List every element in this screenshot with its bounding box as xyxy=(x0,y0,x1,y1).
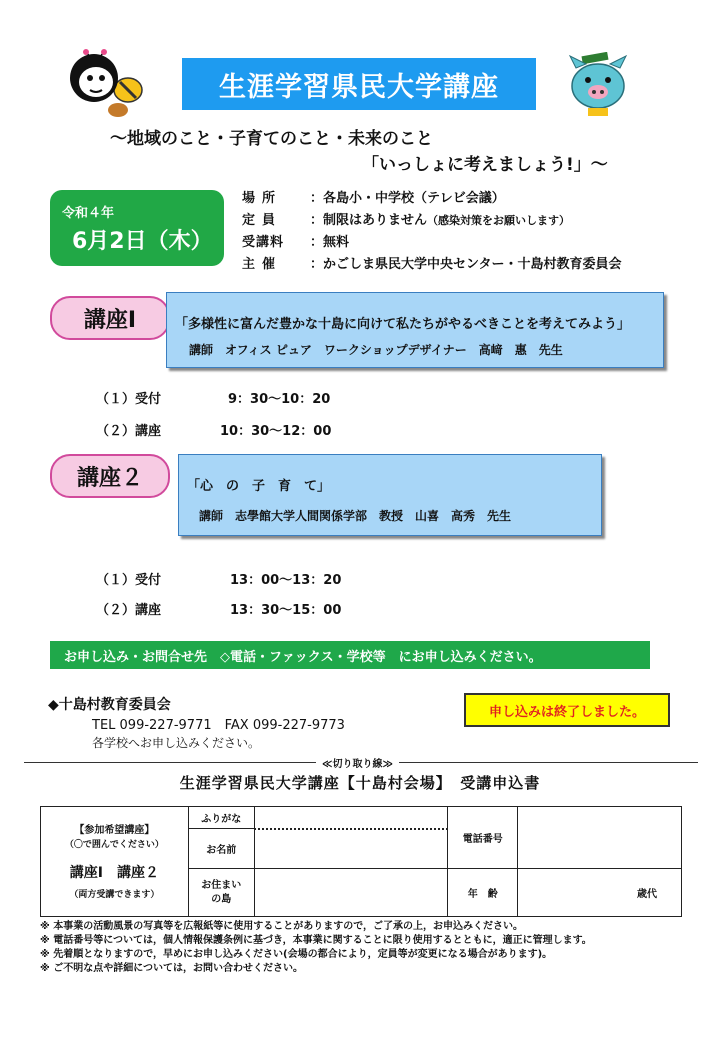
furigana-input[interactable] xyxy=(254,807,448,829)
application-closed-notice: 申し込みは終了しました。 xyxy=(464,693,670,727)
age-unit: 歳代 xyxy=(637,889,657,900)
circle-note: （〇で囲んでください） xyxy=(64,839,164,850)
contact-note: 各学校へお申し込みください。 xyxy=(92,736,261,750)
course-2-schedule-lecture xyxy=(96,599,342,618)
info-key: 場所 xyxy=(242,191,283,206)
course-1-label: 講座Ⅰ xyxy=(50,296,170,340)
phone-input[interactable] xyxy=(518,807,682,869)
desired-course-label: 【参加希望講座】 xyxy=(74,824,155,836)
address-input[interactable] xyxy=(254,869,448,917)
course-1-schedule-lecture xyxy=(96,420,332,439)
info-note: （感染対策をお願いします） xyxy=(427,214,571,227)
schedule-item: （２）講座 xyxy=(96,424,162,439)
pig-mascot-illustration xyxy=(562,52,634,118)
date-badge xyxy=(50,190,224,266)
bee-mascot-illustration xyxy=(64,46,148,120)
course-1-box xyxy=(166,292,664,368)
address-label: お住まい の島 xyxy=(188,869,254,917)
schedule-time: 13：00～13：20 xyxy=(230,573,342,588)
course-2-schedule-reception xyxy=(96,569,342,588)
furigana-label: ふりがな xyxy=(188,807,254,829)
schedule-item: （２）講座 xyxy=(96,603,162,618)
age-input[interactable] xyxy=(518,869,682,917)
course-2-lecturer: 講師 志學館大学人間関係学部 教授 山喜 高秀 先生 xyxy=(199,509,512,523)
subtitle-line-2: 「いっしょに考えましょう!」～ xyxy=(362,155,608,175)
application-info-bar: お申し込み・お問合せ先 ◇電話・ファックス・学校等 にお申し込みください。 xyxy=(50,641,650,669)
course-2-title: 「心 の 子 育 て」 xyxy=(187,479,331,494)
schedule-time: 10：30～12：00 xyxy=(220,424,332,439)
course-1-title: 「多様性に富んだ豊かな十島に向けて私たちがやるべきことを考えてみよう」 xyxy=(175,317,631,332)
info-value: ：各島小・中学校（テレビ会議） xyxy=(310,191,505,206)
footer-note: ※ 本事業の活動風景の写真等を広報紙等に使用することがありますので，ご了承の上，お申込みください。 xyxy=(40,921,524,932)
course-2-label: 講座２ xyxy=(50,454,170,498)
footer-note: ※ 電話番号等については，個人情報保護条例に基づき，本事業に関することに限り使用するとともに，適正に管理します。 xyxy=(40,935,592,946)
info-row-capacity xyxy=(242,210,621,232)
date-main: 6月2日（木） xyxy=(72,229,213,254)
schedule-time: 9：30～10：20 xyxy=(228,392,331,407)
name-input[interactable] xyxy=(254,829,448,869)
info-row-venue xyxy=(242,188,621,210)
course-1-lecturer: 講師 オフィス ピュア ワークショップデザイナー 高﨑 惠 先生 xyxy=(189,343,563,357)
event-info xyxy=(242,188,621,276)
course-options[interactable]: 講座Ⅰ 講座２ xyxy=(69,864,159,881)
schedule-item: （１）受付 xyxy=(96,573,162,588)
footer-notes xyxy=(40,920,592,976)
name-label: お名前 xyxy=(188,829,254,869)
subtitle-line-1: ～地域のこと・子育てのこと・未来のこと xyxy=(110,129,433,149)
info-value: ：制限はありません xyxy=(310,213,428,228)
footer-note: ※ ご不明な点や詳細については，お問い合わせください。 xyxy=(40,963,304,974)
application-form xyxy=(40,806,682,917)
info-key: 定員 xyxy=(242,213,283,228)
page-title: 生涯学習県民大学講座 xyxy=(182,58,536,110)
schedule-item: （１）受付 xyxy=(96,392,162,407)
age-label: 年 齢 xyxy=(448,869,518,917)
phone-label: 電話番号 xyxy=(448,807,518,869)
both-note: （両方受講できます） xyxy=(69,889,160,900)
course-1-schedule-reception xyxy=(96,388,331,407)
info-row-organizer xyxy=(242,254,621,276)
date-era: 令和４年 xyxy=(62,206,115,221)
form-title: 生涯学習県民大学講座【十島村会場】 受講申込書 xyxy=(179,774,541,792)
info-row-fee xyxy=(242,232,621,254)
course-2-box xyxy=(178,454,602,536)
info-value: ：かごしま県民大学中央センター・十島村教育委員会 xyxy=(310,257,622,272)
info-key: 受講料 xyxy=(242,235,285,250)
info-key: 主催 xyxy=(242,257,283,272)
contact-name: ◆十島村教育委員会 xyxy=(48,697,171,713)
footer-note: ※ 先着順となりますので，早めにお申し込みください(会場の都合により，定員等が変更になる場合があります)。 xyxy=(40,949,553,960)
cut-line-label: ≪切り取り線≫ xyxy=(316,755,399,770)
contact-tel-fax: TEL 099-227-9771 FAX 099-227-9773 xyxy=(92,718,345,733)
info-value: ：無料 xyxy=(310,235,350,250)
schedule-time: 13：30～15：00 xyxy=(230,603,342,618)
desired-course-cell[interactable] xyxy=(41,807,189,917)
